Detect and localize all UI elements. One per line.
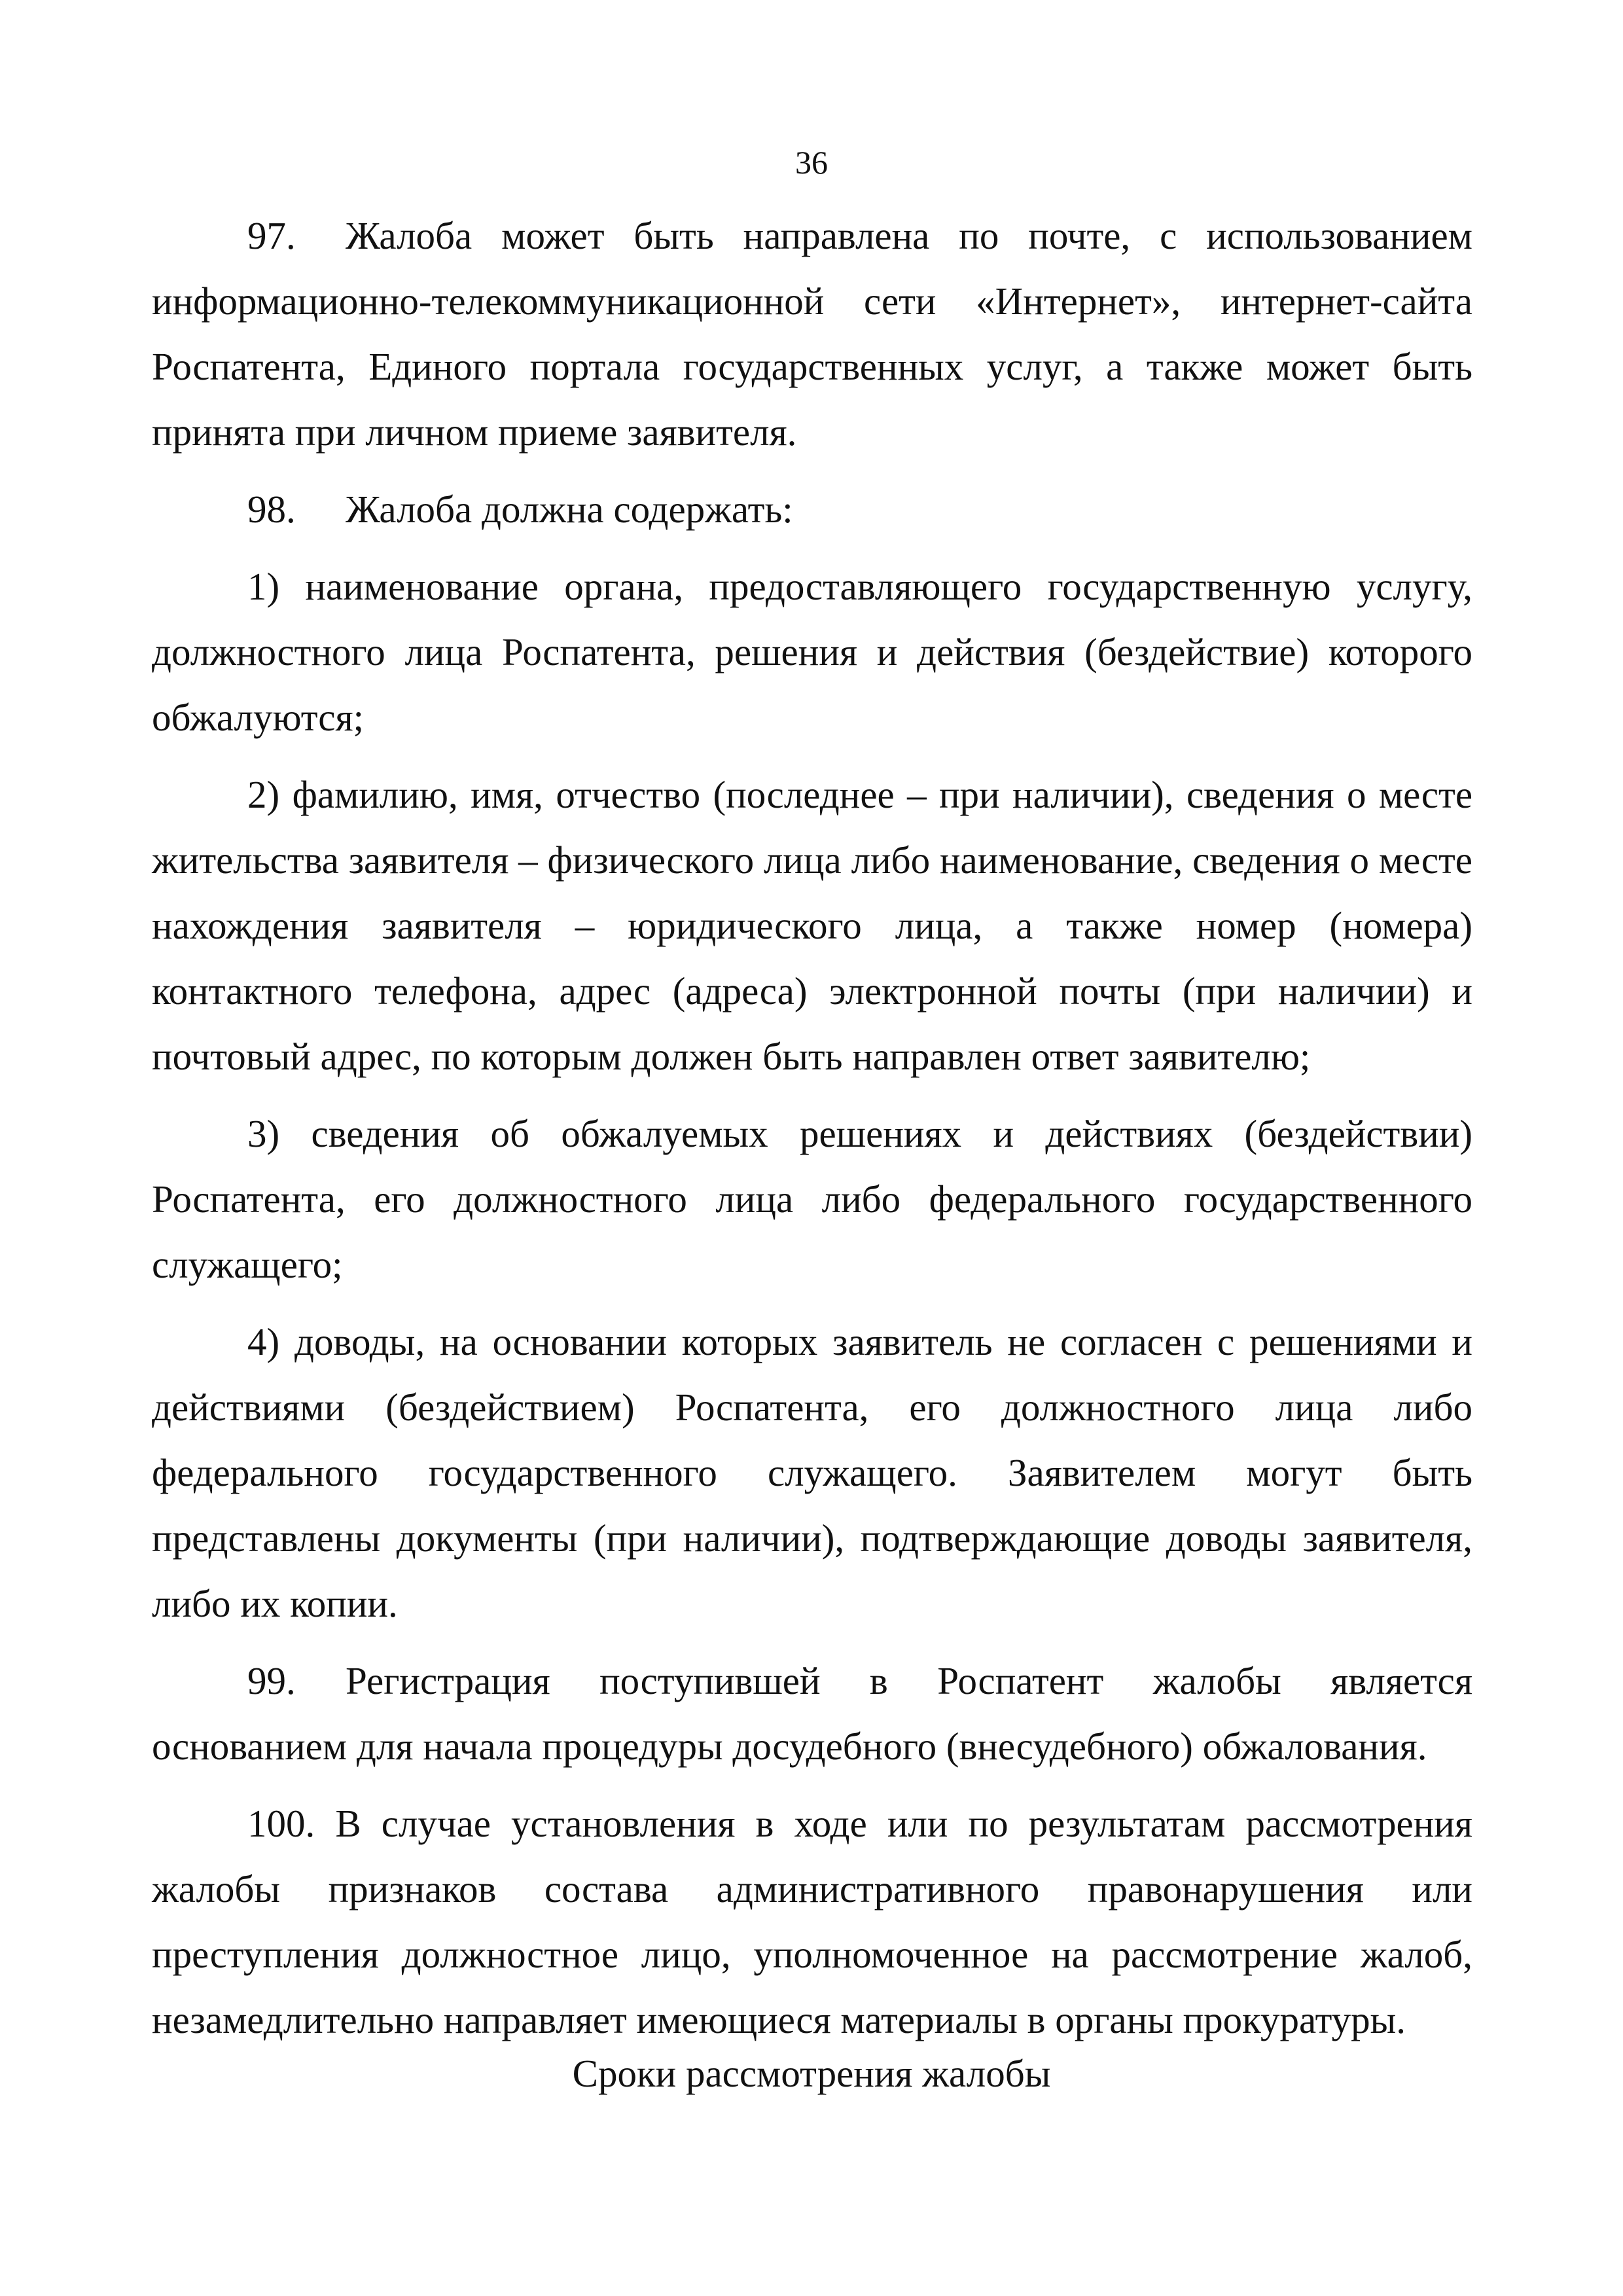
paragraph-number: 100. xyxy=(247,1802,315,1845)
list-item-text: наименование органа, предоставляющего государственную услугу, должностного лица Роспатента, решения и действия (бездействие) которого обжалуются; xyxy=(152,565,1472,739)
paragraph-97 xyxy=(152,203,1472,465)
paragraph-text: Жалоба должна содержать: xyxy=(346,488,793,531)
paragraph-number: 99. xyxy=(247,1659,296,1702)
list-item-4 xyxy=(152,1309,1472,1636)
section-heading: Сроки рассмотрения жалобы xyxy=(572,2052,1051,2095)
paragraph-text: В случае установления в ходе или по результатам рассмотрения жалобы признаков состава административного правонарушения или преступления должностное лицо, уполномоченное на рассмотрение жалоб, незамедлительно направляет имеющиеся материалы в органы прокуратуры. xyxy=(152,1802,1473,2041)
paragraph-98 xyxy=(152,476,1472,542)
list-item-text: доводы, на основании которых заявитель не согласен с решениями и действиями (бездействием) Роспатента, его должностного лица либо федерального государственного служащего. Заявителем могут быть представлены документы (при наличии), подтверждающие доводы заявителя, либо их копии. xyxy=(152,1320,1473,1625)
list-item-number: 4) xyxy=(247,1320,280,1363)
paragraph-number: 98. xyxy=(247,488,296,531)
list-item-number: 2) xyxy=(247,773,280,816)
list-item-text: сведения об обжалуемых решениях и действиях (бездействии) Роспатента, его должностного лица либо федерального государственного служащего; xyxy=(152,1112,1472,1286)
paragraph-text: Жалоба может быть направлена по почте, с использованием информационно-телекоммуникационной сети «Интернет», интернет-сайта Роспатента, Единого портала государственных услуг, а также может быть принята при личном приеме заявителя. xyxy=(152,214,1472,454)
paragraph-number: 97. xyxy=(247,214,296,257)
list-item-2 xyxy=(152,762,1472,1089)
paragraph-99 xyxy=(152,1648,1472,1779)
paragraph-text: Регистрация поступившей в Роспатент жалобы является основанием для начала процедуры досудебного (внесудебного) обжалования. xyxy=(152,1659,1472,1768)
list-item-number: 3) xyxy=(247,1112,280,1155)
document-body xyxy=(152,203,1472,2053)
list-item-number: 1) xyxy=(247,565,280,608)
page-number: 36 xyxy=(795,144,828,181)
list-item-text: фамилию, имя, отчество (последнее – при наличии), сведения о месте жительства заявителя – физического лица либо наименование, сведения о месте нахождения заявителя – юридического лица, а также номер (номера) контактного телефона, адрес (адреса) электронной почты (при наличии) и почтовый адрес, по которым должен быть направлен ответ заявителю; xyxy=(152,773,1473,1078)
list-item-1 xyxy=(152,554,1472,750)
list-item-3 xyxy=(152,1101,1472,1297)
paragraph-100 xyxy=(152,1791,1472,2053)
